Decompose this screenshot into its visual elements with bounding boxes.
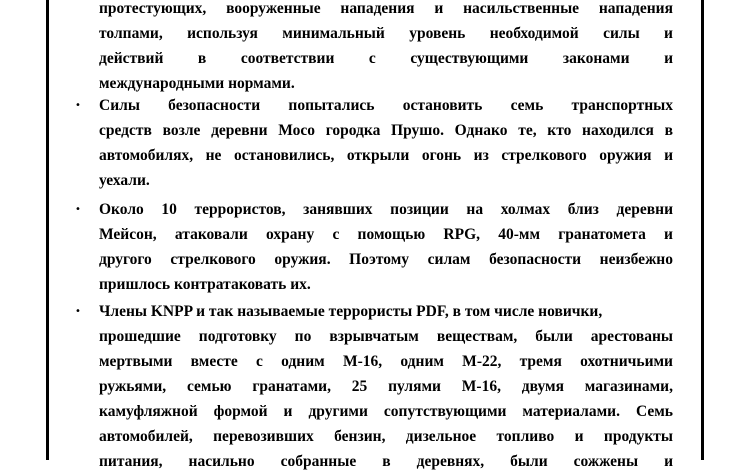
bullet-item-line: мертвыми вместе с одним M-16, одним M-22, тремя охотничьими [99, 353, 673, 370]
bullet-item-line: автомобилей, перевозивших бензин, дизельное топливо и продукты [99, 428, 673, 445]
bullet-item-line: другого стрелкового оружия. Поэтому силам безопасности неизбежно [99, 251, 673, 268]
bullet-item-line: Силы безопасности попытались остановить семь транспортных [99, 97, 673, 114]
paragraph-line: толпами, используя минимальный уровень необходимой силы и [99, 25, 673, 42]
bullet-item-line: Члены KNPP и так называемые террористы PDF, в том числе новички, [99, 303, 603, 320]
bullet-icon: • [75, 306, 81, 317]
paragraph-line: протестующих, вооруженные нападения и насильственные нападения [99, 0, 673, 17]
bullet-icon: • [75, 204, 81, 215]
bullet-icon: • [75, 100, 81, 111]
bullet-item-line: средств возле деревни Мосо городка Прушо. Однако те, кто находился в [99, 122, 673, 139]
bullet-item-line: камуфляжной формой и другими сопутствующими материалами. Семь [99, 403, 673, 420]
paragraph-line: международными нормами. [99, 75, 295, 92]
bullet-item-line: автомобилях, не остановились, открыли огонь из стрелкового оружия и [99, 147, 673, 164]
bullet-item-line: уехали. [99, 172, 150, 189]
bullet-item-line: Около 10 террористов, занявших позиции на холмах близ деревни [99, 201, 673, 218]
bullet-item-line: ружьями, семью гранатами, 25 пулями M-16, двумя магазинами, [99, 378, 673, 395]
bullet-item-line: Мейсон, атаковали охрану с помощью RPG, 40-мм гранатомета и [99, 226, 673, 243]
bullet-item-line: пришлось контратаковать их. [99, 276, 311, 293]
bullet-item-line: прошедшие подготовку по взрывчатым веществам, были арестованы [99, 328, 673, 345]
page-frame-right-border [701, 0, 704, 460]
bullet-item-line: питания, насильно собранные в деревнях, были сожжены и [99, 453, 673, 470]
paragraph-line: действий в соответствии с существующими законами и [99, 50, 673, 67]
page-frame-left-border [46, 0, 49, 460]
